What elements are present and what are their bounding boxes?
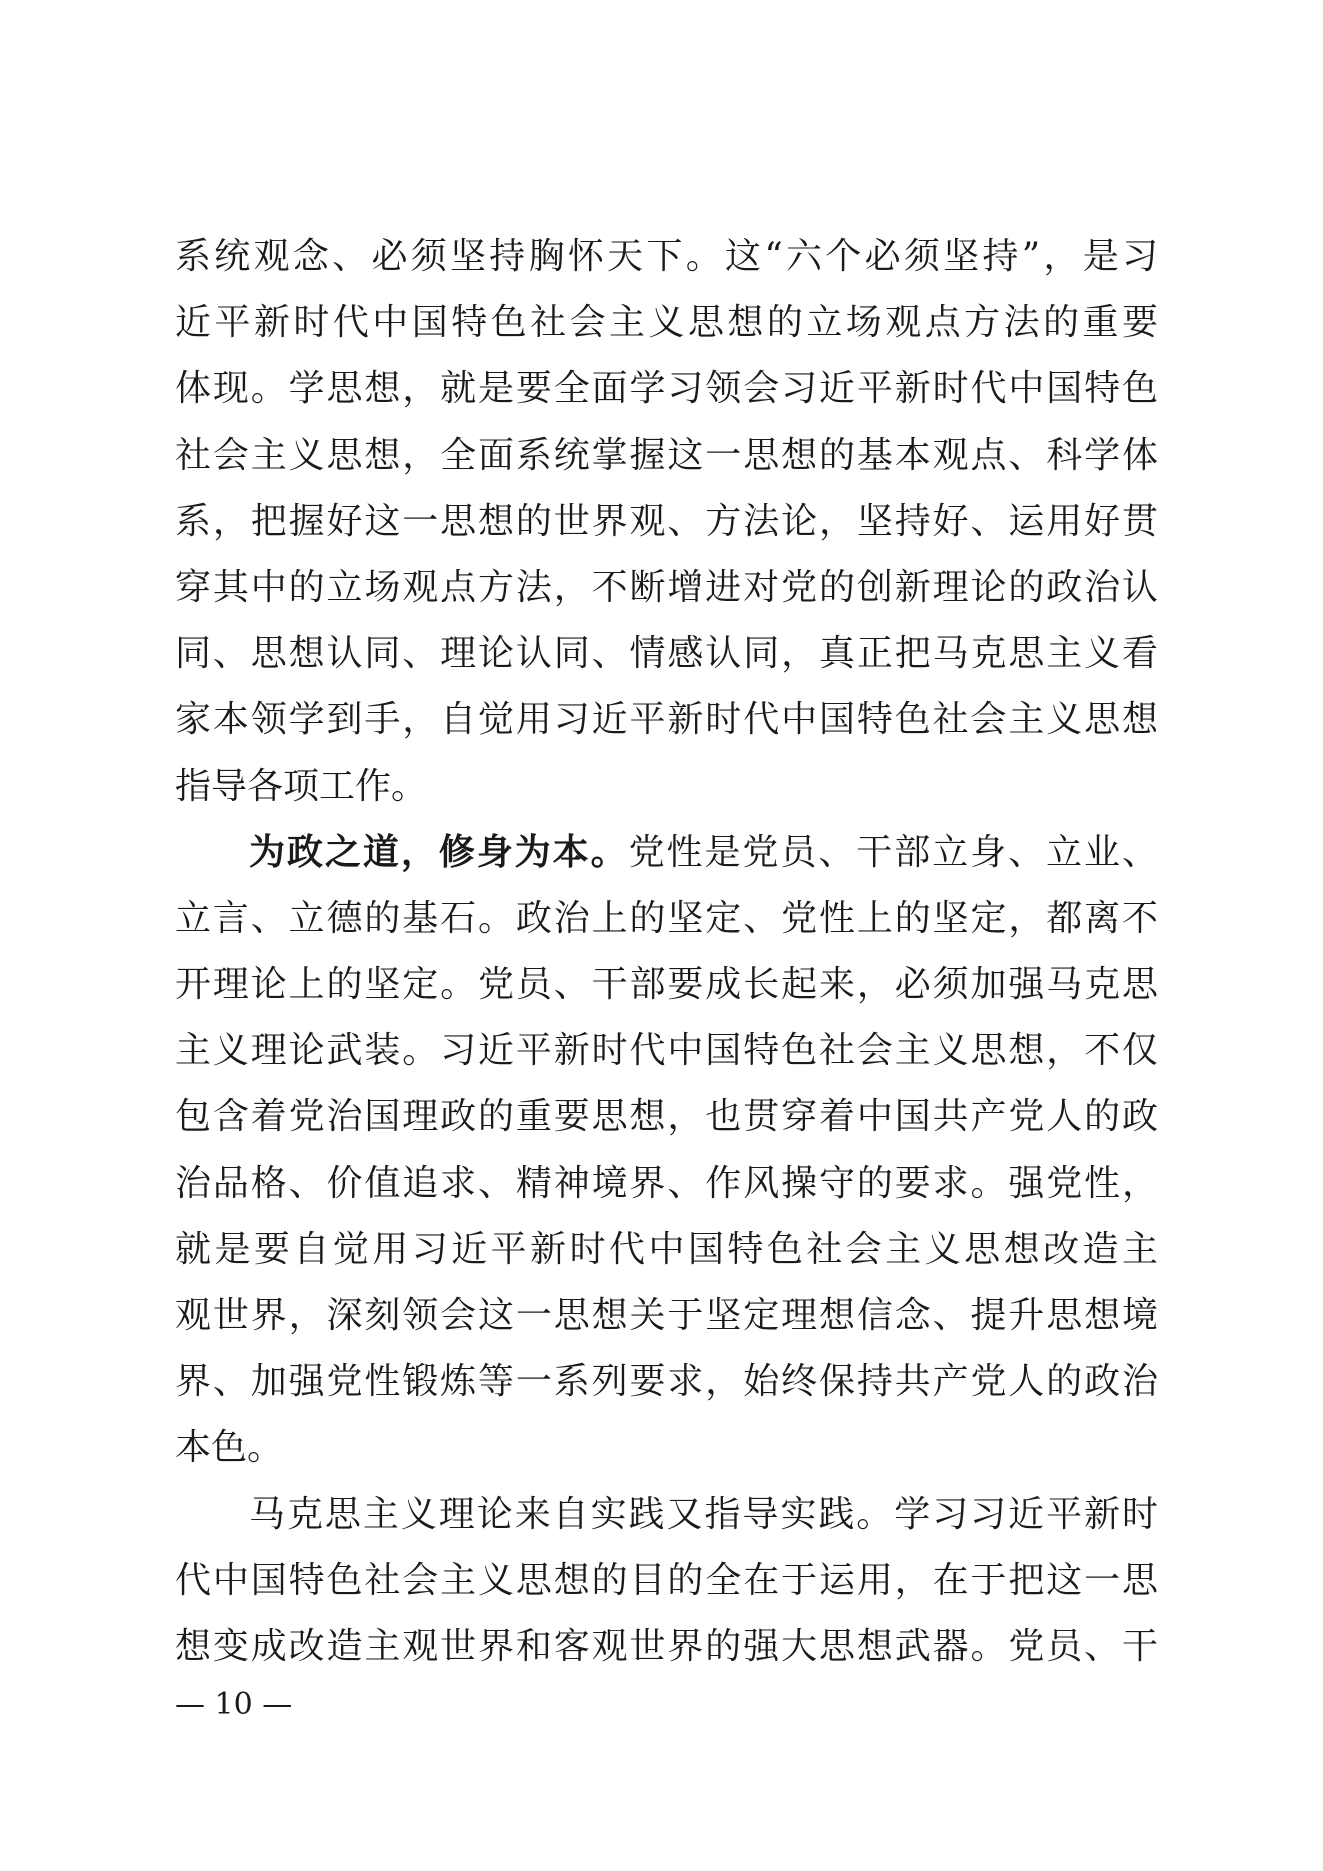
paragraph-heading: 为政之道，修身为本。 [249,831,629,873]
text-line: 系，把握好这一思想的世界观、方法论，坚持好、运用好贯 [175,500,1158,542]
text-run: 党性是党员、干部立身、立业、 [628,831,1158,873]
text-line: 就是要自觉用习近平新时代中国特色社会主义思想改造主 [175,1228,1158,1270]
text-line: 系统观念、必须坚持胸怀天下。这“六个必须坚持”，是习 [175,236,1158,277]
text-line: 本色。 [175,1427,284,1469]
paragraph-1 [175,224,1158,820]
text-line: 近平新时代中国特色社会主义思想的立场观点方法的重要 [175,302,1158,344]
text-line: 立言、立德的基石。政治上的坚定、党性上的坚定，都离不 [175,897,1158,939]
text-line: 观世界，深刻领会这一思想关于坚定理想信念、提升思想境 [175,1295,1158,1336]
paragraph-3 [175,1482,1158,1681]
text-line: 马克思主义理论来自实践又指导实践。学习习近平新时 [249,1493,1158,1535]
paragraph-2 [175,820,1158,1482]
text-line: 包含着党治国理政的重要思想，也贯穿着中国共产党人的政 [175,1096,1158,1138]
text-line: 体现。学思想，就是要全面学习领会习近平新时代中国特色 [175,368,1158,410]
text-line: 代中国特色社会主义思想的目的全在于运用，在于把这一思 [175,1559,1158,1601]
text-line: 社会主义思想，全面系统掌握这一思想的基本观点、科学体 [175,434,1158,476]
body-text [175,224,1158,1680]
text-line: 想变成改造主观世界和客观世界的强大思想武器。党员、干 [175,1625,1158,1667]
text-line: 同、思想认同、理论认同、情感认同，真正把马克思主义看 [175,633,1158,675]
page-number: — 10 — [175,1687,293,1722]
text-line: 开理论上的坚定。党员、干部要成长起来，必须加强马克思 [175,964,1158,1006]
text-line: 家本领学到手，自觉用习近平新时代中国特色社会主义思想 [175,699,1158,741]
text-line: 主义理论武装。习近平新时代中国特色社会主义思想，不仅 [175,1030,1158,1072]
text-line: 穿其中的立场观点方法，不断增进对党的创新理论的政治认 [175,566,1158,608]
text-line: 治品格、价值追求、精神境界、作风操守的要求。强党性， [175,1162,1158,1204]
text-line: 指导各项工作。 [175,765,428,807]
text-line [175,820,1158,886]
text-line: 界、加强党性锻炼等一系列要求，始终保持共产党人的政治 [175,1361,1158,1403]
